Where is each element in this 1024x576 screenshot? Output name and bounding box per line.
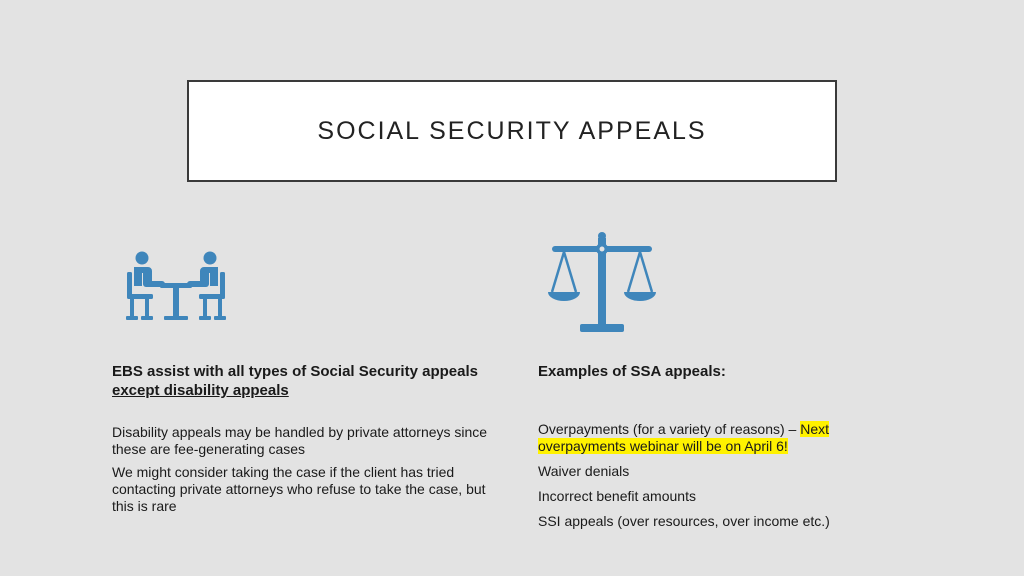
meeting-icon: [124, 250, 228, 322]
right-column: [538, 362, 898, 538]
left-heading: [112, 362, 492, 400]
left-column: [112, 362, 492, 515]
slide-title: SOCIAL SECURITY APPEALS: [317, 116, 707, 145]
list-item: Waiver denials: [538, 463, 630, 479]
list-item: Incorrect benefit amounts: [538, 488, 696, 504]
webinar-highlight: Next overpayments webinar will be on April 6!: [538, 421, 830, 454]
title-box: [187, 80, 837, 182]
list-item: SSI appeals (over resources, over income etc.): [538, 513, 830, 529]
left-heading-underlined: except disability appeals: [112, 382, 289, 399]
list-item: [538, 421, 898, 455]
left-paragraph-1: Disability appeals may be handled by private attorneys since these are fee-generating cases: [112, 424, 488, 457]
left-heading-prefix: EBS assist with all types of Social Security appeals: [112, 363, 478, 380]
scales-of-justice-icon: [546, 230, 658, 338]
right-heading: Examples of SSA appeals:: [538, 363, 726, 380]
appeals-list: [538, 421, 898, 530]
list-item-text: Overpayments (for a variety of reasons) –: [538, 421, 801, 437]
left-paragraph-2: We might consider taking the case if the client has tried contacting private attorneys who refuse to take the case, but this is rare: [112, 464, 486, 514]
